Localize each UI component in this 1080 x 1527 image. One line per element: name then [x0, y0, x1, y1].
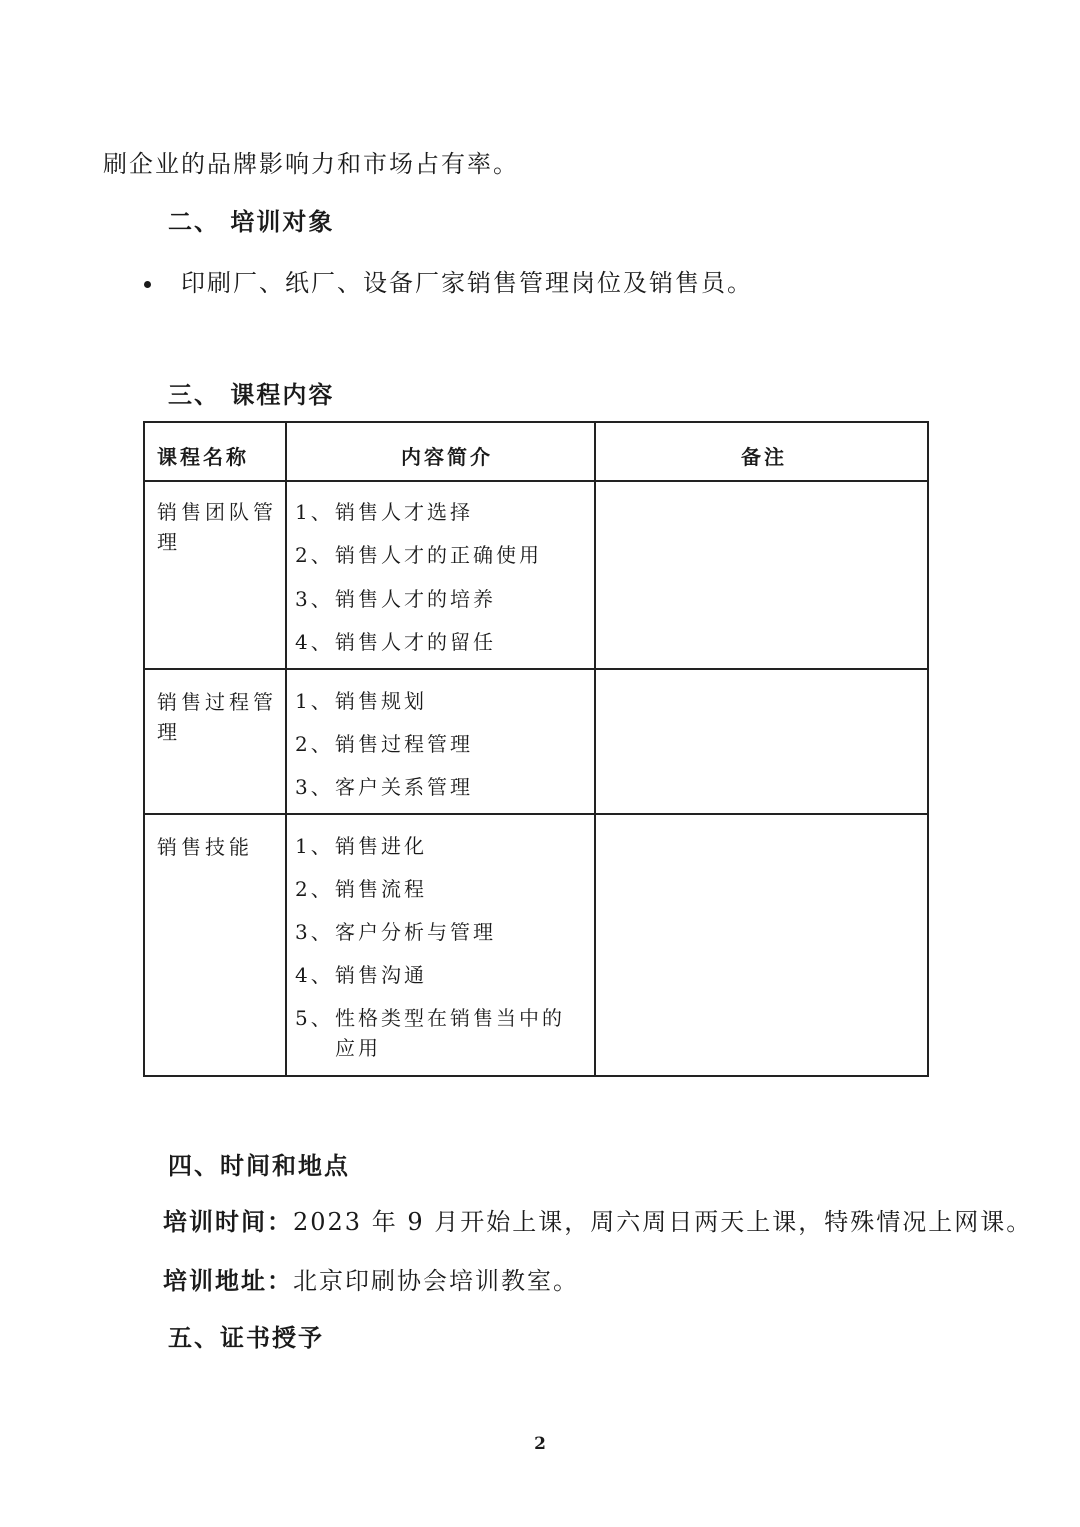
bullet-icon [144, 281, 151, 288]
table-row-divider [145, 813, 927, 815]
content-item: 4、销售沟通 [295, 963, 427, 987]
content-item: 3、客户关系管理 [295, 775, 473, 799]
content-item: 2、销售过程管理 [295, 732, 473, 756]
table-header-course-name: 课程名称 [157, 445, 249, 469]
course-name-cell: 销售团队管理 [157, 500, 277, 554]
training-time-line [163, 1206, 1032, 1238]
content-item: 1、销售规划 [295, 689, 427, 713]
section-heading-training-target: 二、 培训对象 [168, 207, 335, 236]
course-name-cell: 销售过程管理 [157, 690, 277, 744]
content-item: 2、销售人才的正确使用 [295, 543, 542, 567]
training-place-line [163, 1265, 579, 1297]
content-item: 4、销售人才的留任 [295, 630, 496, 654]
content-item: 2、销售流程 [295, 877, 427, 901]
training-place-value: 北京印刷协会培训教室。 [293, 1267, 579, 1295]
training-target-text: 印刷厂、纸厂、设备厂家销售管理岗位及销售员。 [181, 269, 753, 297]
training-place-label: 培训地址： [163, 1266, 293, 1295]
content-item: 3、客户分析与管理 [295, 920, 496, 944]
course-table [143, 421, 929, 1077]
section-heading-certificate: 五、证书授予 [168, 1323, 324, 1352]
training-time-value: 2023 年 9 月开始上课，周六周日两天上课，特殊情况上网课。 [293, 1208, 1033, 1236]
table-row-divider [145, 668, 927, 670]
content-item: 1、销售进化 [295, 834, 427, 858]
table-header-content: 内容简介 [401, 445, 493, 469]
page-number: 2 [534, 1434, 546, 1454]
content-item: 5、 性格类型在销售当中的应用 [295, 1006, 565, 1060]
table-column-divider [285, 423, 287, 1075]
section-heading-course-content: 三、 课程内容 [168, 380, 335, 409]
course-name-cell: 销售技能 [157, 835, 253, 859]
table-header-remarks: 备注 [741, 445, 787, 469]
section-heading-time-place: 四、时间和地点 [168, 1151, 350, 1180]
paragraph-continuation: 刷企业的品牌影响力和市场占有率。 [103, 150, 519, 178]
table-header-divider [145, 480, 927, 482]
training-time-label: 培训时间： [163, 1207, 293, 1236]
table-column-divider [594, 423, 596, 1075]
content-item: 1、销售人才选择 [295, 500, 473, 524]
content-item: 3、销售人才的培养 [295, 587, 496, 611]
